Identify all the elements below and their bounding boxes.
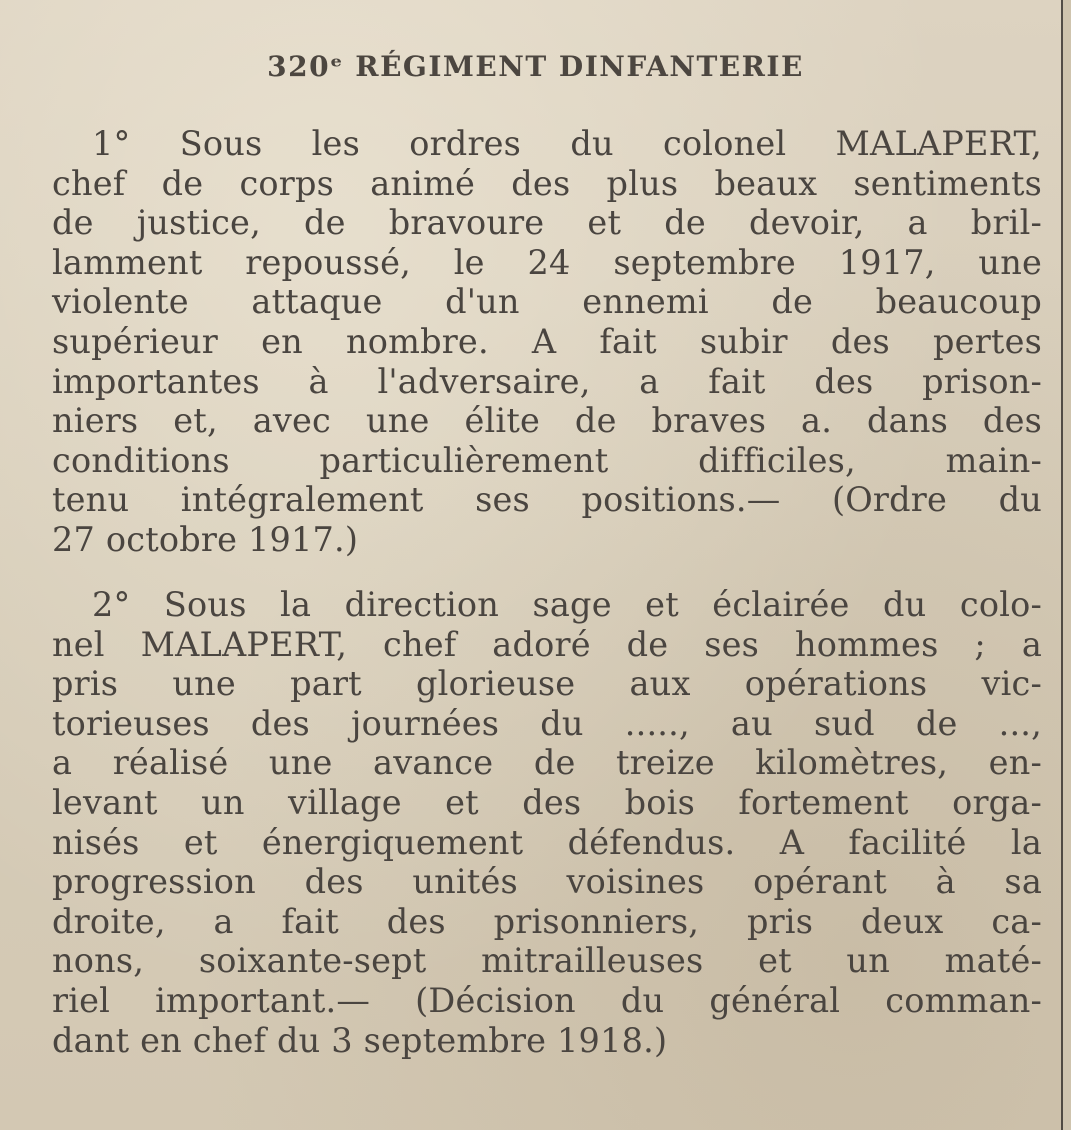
page-edge: [1063, 0, 1071, 1130]
text-line: droite, a fait des prisonniers, pris deux ca-: [52, 901, 1042, 941]
text-line: torieuses des journées du ....., au sud de ...,: [52, 703, 1042, 743]
text-line: nel MALAPERT, chef adoré de ses hommes ; a: [52, 624, 1042, 664]
regiment-heading: 320ᵉ RÉGIMENT DINFANTERIE: [267, 50, 804, 83]
text-line: violente attaque d'un ennemi de beaucoup: [52, 282, 1042, 322]
text-line: de justice, de bravoure et de devoir, a bril-: [52, 203, 1042, 243]
text-line: tenu intégralement ses positions.— (Ordre du: [52, 480, 1042, 520]
text-line: dant en chef du 3 septembre 1918.): [52, 1020, 668, 1060]
text-line: progression des unités voisines opérant à sa: [52, 862, 1042, 902]
text-line: supérieur en nombre. A fait subir des pertes: [52, 321, 1042, 361]
citation-paragraph-2: [52, 585, 1042, 1060]
text-line: chef de corps animé des plus beaux sentiments: [52, 163, 1042, 203]
text-line: a réalisé une avance de treize kilomètres, en-: [52, 743, 1042, 783]
text-line: 27 octobre 1917.): [52, 519, 359, 559]
text-line: lamment repoussé, le 24 septembre 1917, une: [52, 242, 1042, 282]
text-line: nisés et énergiquement défendus. A facilité la: [52, 822, 1042, 862]
text-line: nons, soixante-sept mitrailleuses et un maté-: [52, 941, 1042, 981]
text-line: riel important.— (Décision du général comman-: [52, 980, 1042, 1020]
text-line: importantes à l'adversaire, a fait des prison-: [52, 361, 1042, 401]
citation-paragraph-1: [52, 124, 1042, 560]
text-line: 1° Sous les ordres du colonel MALAPERT,: [92, 124, 1042, 163]
text-line: 2° Sous la direction sage et éclairée du colo-: [92, 585, 1042, 624]
text-line: niers et, avec une élite de braves a. dans des: [52, 401, 1042, 441]
text-line: levant un village et des bois fortement orga-: [52, 782, 1042, 822]
column-rule: [1061, 0, 1063, 1130]
text-line: pris une part glorieuse aux opérations vic-: [52, 664, 1042, 704]
text-line: conditions particulièrement difficiles, main-: [52, 440, 1042, 480]
